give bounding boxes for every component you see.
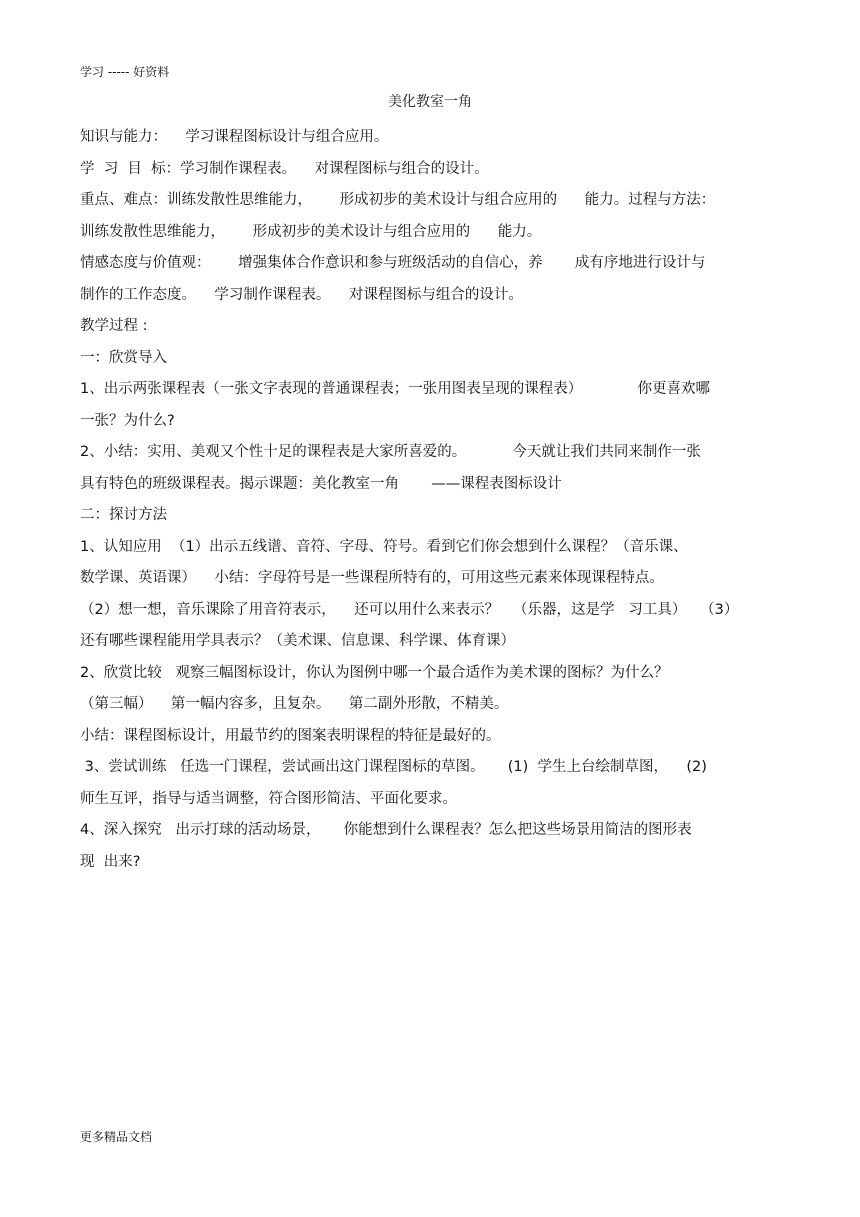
section-heading: 二：探讨方法 bbox=[80, 507, 167, 523]
body-line: （2）想一想，音乐课除了用音符表示， 还可以用什么来表示？ （乐器，这是学 习工具） （3） bbox=[80, 601, 739, 618]
body-line: 3、尝试训练 任选一门课程，尝试画出这门课程图标的草图。 (1) 学生上台绘制草图， (2) bbox=[80, 759, 707, 775]
body-line: 制作的工作态度。 学习制作课程表。 对课程图标与组合的设计。 bbox=[80, 286, 523, 303]
body-line: 小结：课程图标设计，用最节约的图案表明课程的特征是最好的。 bbox=[80, 727, 501, 744]
body-line: 学 习 目 标：学习制作课程表。 对课程图标与组合的设计。 bbox=[80, 160, 489, 177]
document-body bbox=[80, 122, 780, 878]
body-line: （第三幅） 第一幅内容多，且复杂。 第二副外形散，不精美。 bbox=[80, 696, 509, 712]
body-line: 现 出来? bbox=[80, 853, 141, 870]
body-line: 一张？为什么? bbox=[80, 412, 175, 429]
body-line: 数学课、英语课） 小结：字母符号是一些课程所特有的，可用这些元素来体现课程特点。 bbox=[80, 570, 664, 586]
body-line: 训练发散性思维能力， 形成初步的美术设计与组合应用的 能力。 bbox=[80, 223, 542, 240]
body-line: 1、认知应用 （1）出示五线谱、音符、字母、符号。看到它们你会想到什么课程？（音乐课、 bbox=[80, 538, 688, 555]
section-heading: 一：欣赏导入 bbox=[80, 349, 167, 366]
body-line: 情感态度与价值观： 增强集体合作意识和参与班级活动的自信心，养 成有序地进行设计与 bbox=[80, 255, 706, 271]
document-title: 美化教室一角 bbox=[388, 94, 472, 110]
body-line: 2、欣赏比较 观察三幅图标设计，你认为图例中哪一个最合适作为美术课的图标？为什么？ bbox=[80, 664, 669, 681]
body-line: 1、出示两张课程表（一张文字表现的普通课程表；一张用图表呈现的课程表） 你更喜欢哪 bbox=[80, 381, 711, 397]
body-line: 4、深入探究 出示打球的活动场景， 你能想到什么课程表？怎么把这些场景用简洁的图形表 bbox=[80, 822, 692, 838]
body-line: 知识与能力： 学习课程图标设计与组合应用。 bbox=[80, 129, 389, 145]
page-header-note: 学习 ----- 好资料 bbox=[80, 65, 170, 79]
body-line: 具有特色的班级课程表。揭示课题：美化教室一角 ——课程表图标设计 bbox=[80, 475, 562, 492]
body-line: 还有哪些课程能用学具表示？（美术课、信息课、科学课、体育课） bbox=[80, 633, 515, 649]
body-line: 2、小结：实用、美观又个性十足的课程表是大家所喜爱的。 今天就让我们共同来制作一张 bbox=[80, 444, 701, 460]
body-line: 师生互评，指导与适当调整，符合图形简洁、平面化要求。 bbox=[80, 790, 457, 807]
body-line: 重点、难点：训练发散性思维能力， 形成初步的美术设计与组合应用的 能力。过程与方法： bbox=[80, 192, 716, 208]
body-line: 教学过程 : bbox=[80, 318, 148, 334]
page-footer-note: 更多精品文档 bbox=[80, 1130, 153, 1144]
